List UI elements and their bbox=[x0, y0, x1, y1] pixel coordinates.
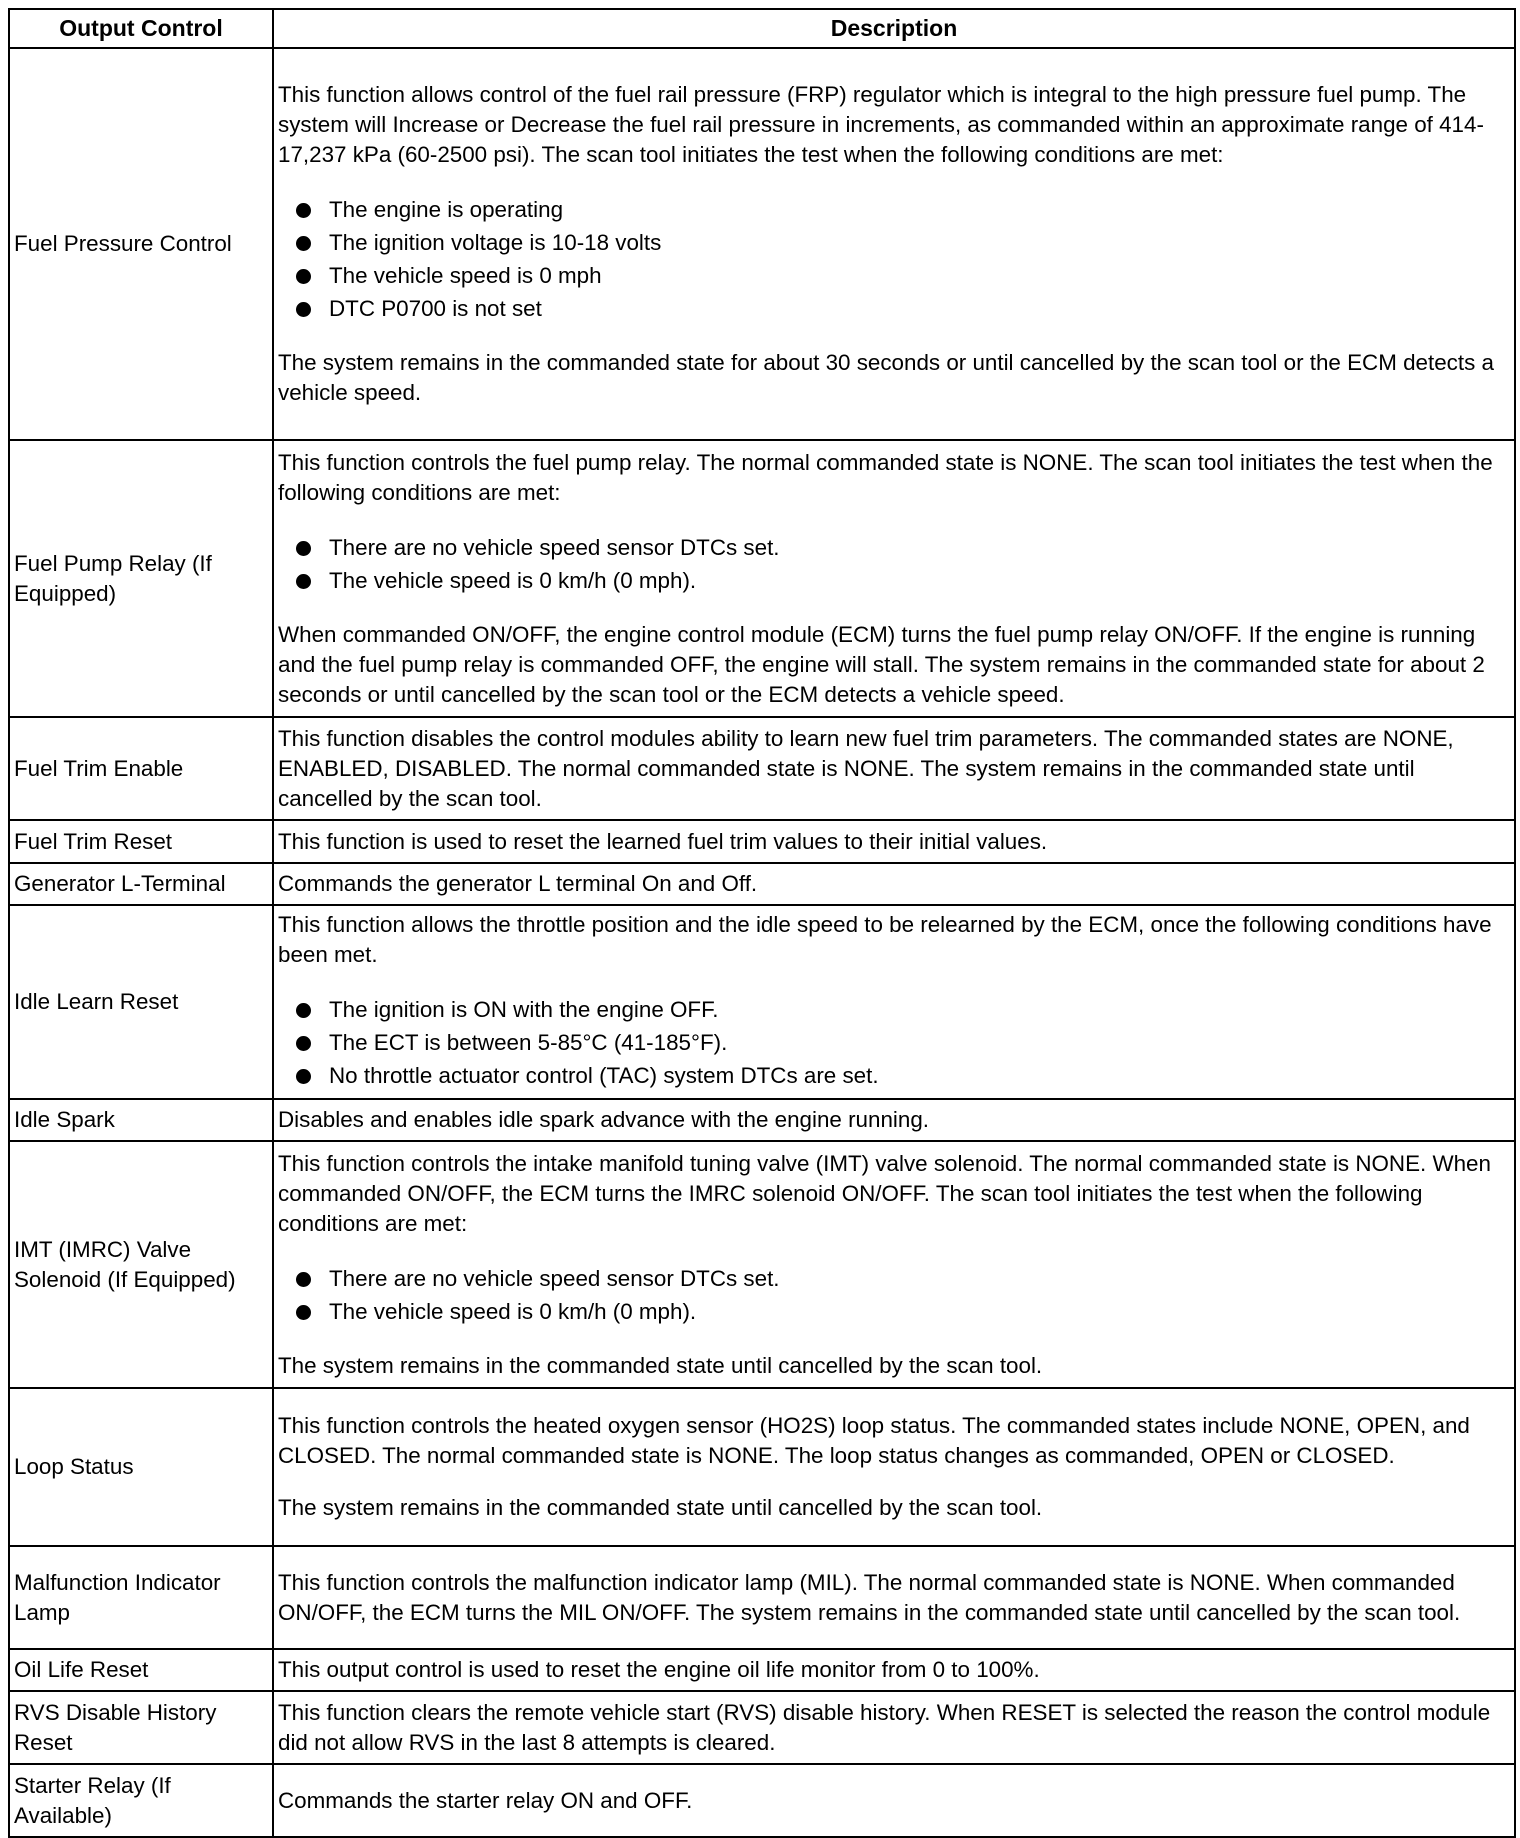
bullet-icon bbox=[296, 1036, 311, 1051]
description-cell bbox=[273, 1691, 1515, 1764]
description-intro: This function controls the malfunction indicator lamp (MIL). The normal commanded state is NONE. When commanded ON/OFF, the ECM turns the MIL ON/OFF. The system remains in the commanded state until cancelled by the scan tool. bbox=[278, 1569, 1461, 1625]
list-item bbox=[278, 226, 1510, 259]
description-intro: This function is used to reset the learned fuel trim values to their initial values. bbox=[278, 828, 1048, 854]
table-row bbox=[9, 1099, 1515, 1141]
bullet-icon bbox=[296, 236, 311, 251]
description-cell bbox=[273, 48, 1515, 440]
table-row bbox=[9, 717, 1515, 820]
description-outro: The system remains in the commanded state until cancelled by the scan tool. bbox=[278, 1495, 1043, 1520]
table-row bbox=[9, 1388, 1515, 1546]
description-intro: This function allows the throttle position and the idle speed to be relearned by the ECM, once the following conditions have been met. bbox=[278, 912, 1492, 967]
condition-list bbox=[278, 1262, 1510, 1328]
description-intro: This function allows control of the fuel rail pressure (FRP) regulator which is integral to the high pressure fuel pump. The system will Increase or Decrease the fuel rail pressure in increments, as commanded within an approximate range of 414-17,237 kPa (60-2500 psi). The scan tool initiates the test when the following conditions are met: bbox=[278, 82, 1484, 167]
description-cell bbox=[273, 717, 1515, 820]
condition-list bbox=[278, 193, 1510, 325]
condition-text: DTC P0700 is not set bbox=[329, 296, 542, 321]
description-cell bbox=[273, 820, 1515, 863]
description-cell bbox=[273, 1388, 1515, 1546]
description-intro: This function controls the heated oxygen sensor (HO2S) loop status. The commanded states include NONE, OPEN, and CLOSED. The normal commanded state is NONE. The loop status changes as commanded, OPEN or CLOSED. bbox=[278, 1413, 1470, 1468]
condition-text: The ignition voltage is 10-18 volts bbox=[329, 230, 662, 255]
header-output-control: Output Control bbox=[9, 9, 273, 48]
description-outro: The system remains in the commanded state for about 30 seconds or until cancelled by the scan tool or the ECM detects a vehicle speed. bbox=[278, 350, 1494, 405]
output-control-cell: RVS Disable History Reset bbox=[9, 1691, 273, 1764]
output-control-cell: Loop Status bbox=[9, 1388, 273, 1546]
table-row bbox=[9, 1546, 1515, 1649]
description-cell bbox=[273, 440, 1515, 717]
condition-text: There are no vehicle speed sensor DTCs set. bbox=[329, 1265, 780, 1291]
condition-text: The ignition is ON with the engine OFF. bbox=[329, 997, 719, 1022]
list-item bbox=[278, 1262, 1510, 1295]
description-cell bbox=[273, 905, 1515, 1099]
list-item bbox=[278, 1059, 1510, 1092]
description-cell bbox=[273, 1764, 1515, 1837]
output-control-cell: Idle Spark bbox=[9, 1099, 273, 1141]
output-control-cell: Fuel Pressure Control bbox=[9, 48, 273, 440]
table-row bbox=[9, 1764, 1515, 1837]
table-row bbox=[9, 440, 1515, 717]
description-cell bbox=[273, 1141, 1515, 1388]
description-cell bbox=[273, 1649, 1515, 1691]
output-control-cell: Malfunction Indicator Lamp bbox=[9, 1546, 273, 1649]
bullet-icon bbox=[296, 269, 311, 284]
condition-text: The vehicle speed is 0 km/h (0 mph). bbox=[329, 567, 697, 593]
bullet-icon bbox=[296, 302, 311, 317]
description-intro: This function clears the remote vehicle start (RVS) disable history. When RESET is selected the reason the control module did not allow RVS in the last 8 attempts is cleared. bbox=[278, 1699, 1491, 1755]
description-intro: This function controls the fuel pump relay. The normal commanded state is NONE. The scan tool initiates the test when the following conditions are met: bbox=[278, 449, 1493, 505]
description-intro: This function disables the control modules ability to learn new fuel trim parameters. The commanded states are NONE, ENABLED, DISABLED. The normal commanded state is NONE. The system remains in the commanded state until cancelled by the scan tool. bbox=[278, 725, 1454, 811]
bullet-icon bbox=[296, 1003, 311, 1018]
output-control-cell: Fuel Trim Enable bbox=[9, 717, 273, 820]
description-intro: Commands the starter relay ON and OFF. bbox=[278, 1787, 693, 1813]
table-row bbox=[9, 1649, 1515, 1691]
bullet-icon bbox=[296, 1272, 311, 1287]
output-control-cell: Oil Life Reset bbox=[9, 1649, 273, 1691]
output-control-cell: Starter Relay (If Available) bbox=[9, 1764, 273, 1837]
condition-text: The ECT is between 5-85°C (41-185°F). bbox=[329, 1030, 728, 1055]
output-control-cell: Idle Learn Reset bbox=[9, 905, 273, 1099]
description-intro: Commands the generator L terminal On and Off. bbox=[278, 871, 758, 896]
list-item bbox=[278, 564, 1510, 597]
list-item bbox=[278, 292, 1510, 325]
output-control-cell: IMT (IMRC) Valve Solenoid (If Equipped) bbox=[9, 1141, 273, 1388]
condition-text: The engine is operating bbox=[329, 197, 564, 222]
table-row bbox=[9, 1691, 1515, 1764]
condition-text: No throttle actuator control (TAC) system DTCs are set. bbox=[329, 1063, 879, 1088]
list-item bbox=[278, 193, 1510, 226]
condition-text: There are no vehicle speed sensor DTCs set. bbox=[329, 534, 780, 560]
bullet-icon bbox=[296, 1069, 311, 1084]
bullet-icon bbox=[296, 1305, 311, 1320]
description-intro: This function controls the intake manifold tuning valve (IMT) valve solenoid. The normal commanded state is NONE. When commanded ON/OFF, the ECM turns the IMRC solenoid ON/OFF. The scan tool initiates the test when the following conditions are met: bbox=[278, 1150, 1491, 1236]
description-cell bbox=[273, 1099, 1515, 1141]
condition-list bbox=[278, 993, 1510, 1092]
header-row bbox=[9, 9, 1515, 48]
table-row bbox=[9, 820, 1515, 863]
table-row bbox=[9, 905, 1515, 1099]
condition-text: The vehicle speed is 0 km/h (0 mph). bbox=[329, 1298, 697, 1324]
list-item bbox=[278, 993, 1510, 1026]
table-row bbox=[9, 48, 1515, 440]
output-control-table bbox=[8, 8, 1516, 1838]
condition-text: The vehicle speed is 0 mph bbox=[329, 263, 602, 288]
list-item bbox=[278, 1295, 1510, 1328]
output-control-cell: Generator L-Terminal bbox=[9, 863, 273, 905]
bullet-icon bbox=[296, 203, 311, 218]
description-intro: This output control is used to reset the engine oil life monitor from 0 to 100%. bbox=[278, 1657, 1040, 1682]
list-item bbox=[278, 531, 1510, 564]
description-cell bbox=[273, 1546, 1515, 1649]
condition-list bbox=[278, 531, 1510, 597]
bullet-icon bbox=[296, 541, 311, 556]
output-control-cell: Fuel Pump Relay (If Equipped) bbox=[9, 440, 273, 717]
description-outro: The system remains in the commanded state until cancelled by the scan tool. bbox=[278, 1352, 1043, 1378]
header-description: Description bbox=[273, 9, 1515, 48]
list-item bbox=[278, 259, 1510, 292]
description-cell bbox=[273, 863, 1515, 905]
table-row bbox=[9, 1141, 1515, 1388]
bullet-icon bbox=[296, 574, 311, 589]
description-outro: When commanded ON/OFF, the engine control module (ECM) turns the fuel pump relay ON/OFF. If the engine is running and the fuel pump relay is commanded OFF, the engine will stall. The system remains in the commanded state for about 2 seconds or until cancelled by the scan tool or the ECM detects a vehicle speed. bbox=[278, 621, 1485, 707]
description-intro: Disables and enables idle spark advance with the engine running. bbox=[278, 1107, 930, 1132]
list-item bbox=[278, 1026, 1510, 1059]
output-control-cell: Fuel Trim Reset bbox=[9, 820, 273, 863]
table-row bbox=[9, 863, 1515, 905]
